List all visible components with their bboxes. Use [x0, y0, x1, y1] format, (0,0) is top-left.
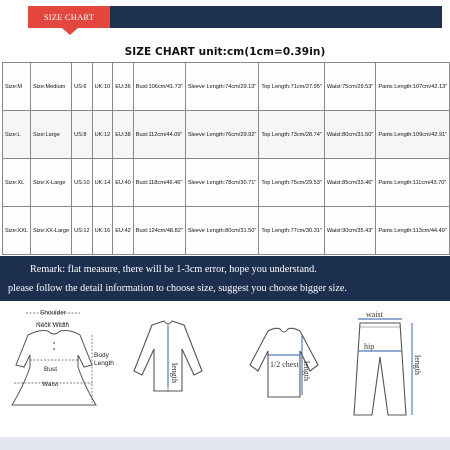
length-label: Length: [94, 360, 114, 367]
sleeve-length-cell: Sleeve Length:74cm/29.13": [185, 63, 259, 111]
pants-length-cell: Pants Length:113cm/44.49": [376, 207, 450, 255]
size-cell: Size:XXL: [3, 207, 31, 255]
shoulder-label: Shoulder: [40, 309, 67, 317]
shirt-measure-diagram: [118, 305, 218, 425]
body-label: Body: [94, 352, 109, 359]
us-size-cell: US:12: [72, 207, 93, 255]
pants-diagram-svg: [340, 305, 445, 425]
sleeve-length-cell: Sleeve Length:80cm/31.50": [185, 207, 259, 255]
pants-length-cell: Pants Length:107cm/42.13": [376, 63, 450, 111]
neck-width-label: Neck Width: [36, 322, 70, 329]
sleeve-length-cell: Sleeve Length:78cm/30.71": [185, 159, 259, 207]
bust-cell: Bust:118cm/46.46": [133, 159, 185, 207]
dress-measure-diagram: [0, 305, 118, 425]
sweater-measure-diagram: [234, 305, 334, 425]
size-name-cell: Size:Large: [31, 111, 72, 159]
table-row: [3, 111, 450, 159]
eu-size-cell: EU:38: [113, 111, 134, 159]
top-length-cell: Top Length:71cm/27.95": [259, 63, 324, 111]
pants-length-cell: Pants Length:109cm/42.91": [376, 111, 450, 159]
bust-cell: Bust:106cm/41.73": [133, 63, 185, 111]
sweater-length-label: length: [302, 361, 311, 381]
top-length-cell: Top Length:75cm/29.53": [259, 159, 324, 207]
remark-line-2: please follow the detail information to choose size, suggest you choose bigger size.: [8, 283, 347, 294]
waist-label: Waist: [42, 381, 59, 388]
shirt-length-label: length: [170, 363, 179, 383]
remark-band: [0, 256, 450, 301]
sweater-diagram-svg: [234, 305, 334, 425]
table-row: [3, 159, 450, 207]
pants-waist-label: waist: [366, 310, 383, 319]
size-cell: Size:M: [3, 63, 31, 111]
us-size-cell: US:10: [72, 159, 93, 207]
pants-length-label: length: [413, 355, 422, 375]
top-length-cell: Top Length:77cm/30.31": [259, 207, 324, 255]
top-length-cell: Top Length:73cm/28.74": [259, 111, 324, 159]
pants-outline: [354, 323, 406, 415]
uk-size-cell: UK:10: [92, 63, 113, 111]
dress-button-1: [53, 342, 55, 344]
sleeve-length-cell: Sleeve Length:76cm/29.92": [185, 111, 259, 159]
table-row: [3, 207, 450, 255]
waist-cell: Waist:90cm/35.43": [324, 207, 376, 255]
badge-tail: [62, 28, 78, 35]
size-name-cell: Size:Medium: [31, 63, 72, 111]
size-chart-badge-label: SIZE CHART: [28, 6, 110, 28]
size-chart-table: [2, 62, 450, 255]
chest-label: 1/2 chest: [270, 360, 299, 369]
eu-size-cell: EU:40: [113, 159, 134, 207]
table-row: [3, 63, 450, 111]
remark-line-1: Remark: flat measure, there will be 1-3cm error, hope you understand.: [30, 264, 317, 275]
dress-button-2: [53, 348, 55, 350]
size-cell: Size:XL: [3, 159, 31, 207]
eu-size-cell: EU:36: [113, 63, 134, 111]
size-name-cell: Size:XX-Large: [31, 207, 72, 255]
uk-size-cell: UK:14: [92, 159, 113, 207]
dress-diagram-svg: [0, 305, 118, 425]
waist-cell: Waist:85cm/33.46": [324, 159, 376, 207]
eu-size-cell: EU:42: [113, 207, 134, 255]
uk-size-cell: UK:16: [92, 207, 113, 255]
size-chart-badge: [28, 6, 110, 30]
pants-measure-diagram: [340, 305, 445, 425]
us-size-cell: US:8: [72, 111, 93, 159]
bust-cell: Bust:124cm/48.82": [133, 207, 185, 255]
waist-cell: Waist:80cm/31.50": [324, 111, 376, 159]
waist-cell: Waist:75cm/29.53": [324, 63, 376, 111]
us-size-cell: US:6: [72, 63, 93, 111]
bottom-band: [0, 437, 450, 450]
uk-size-cell: UK:12: [92, 111, 113, 159]
bust-cell: Bust:112cm/44.09": [133, 111, 185, 159]
page-title: SIZE CHART unit:cm(1cm=0.39in): [124, 46, 326, 58]
size-cell: Size:L: [3, 111, 31, 159]
bust-label: Bust: [44, 366, 58, 373]
size-name-cell: Size:X-Large: [31, 159, 72, 207]
hip-label: hip: [364, 342, 375, 351]
pants-length-cell: Pants Length:111cm/43.70": [376, 159, 450, 207]
shirt-diagram-svg: [118, 305, 218, 425]
